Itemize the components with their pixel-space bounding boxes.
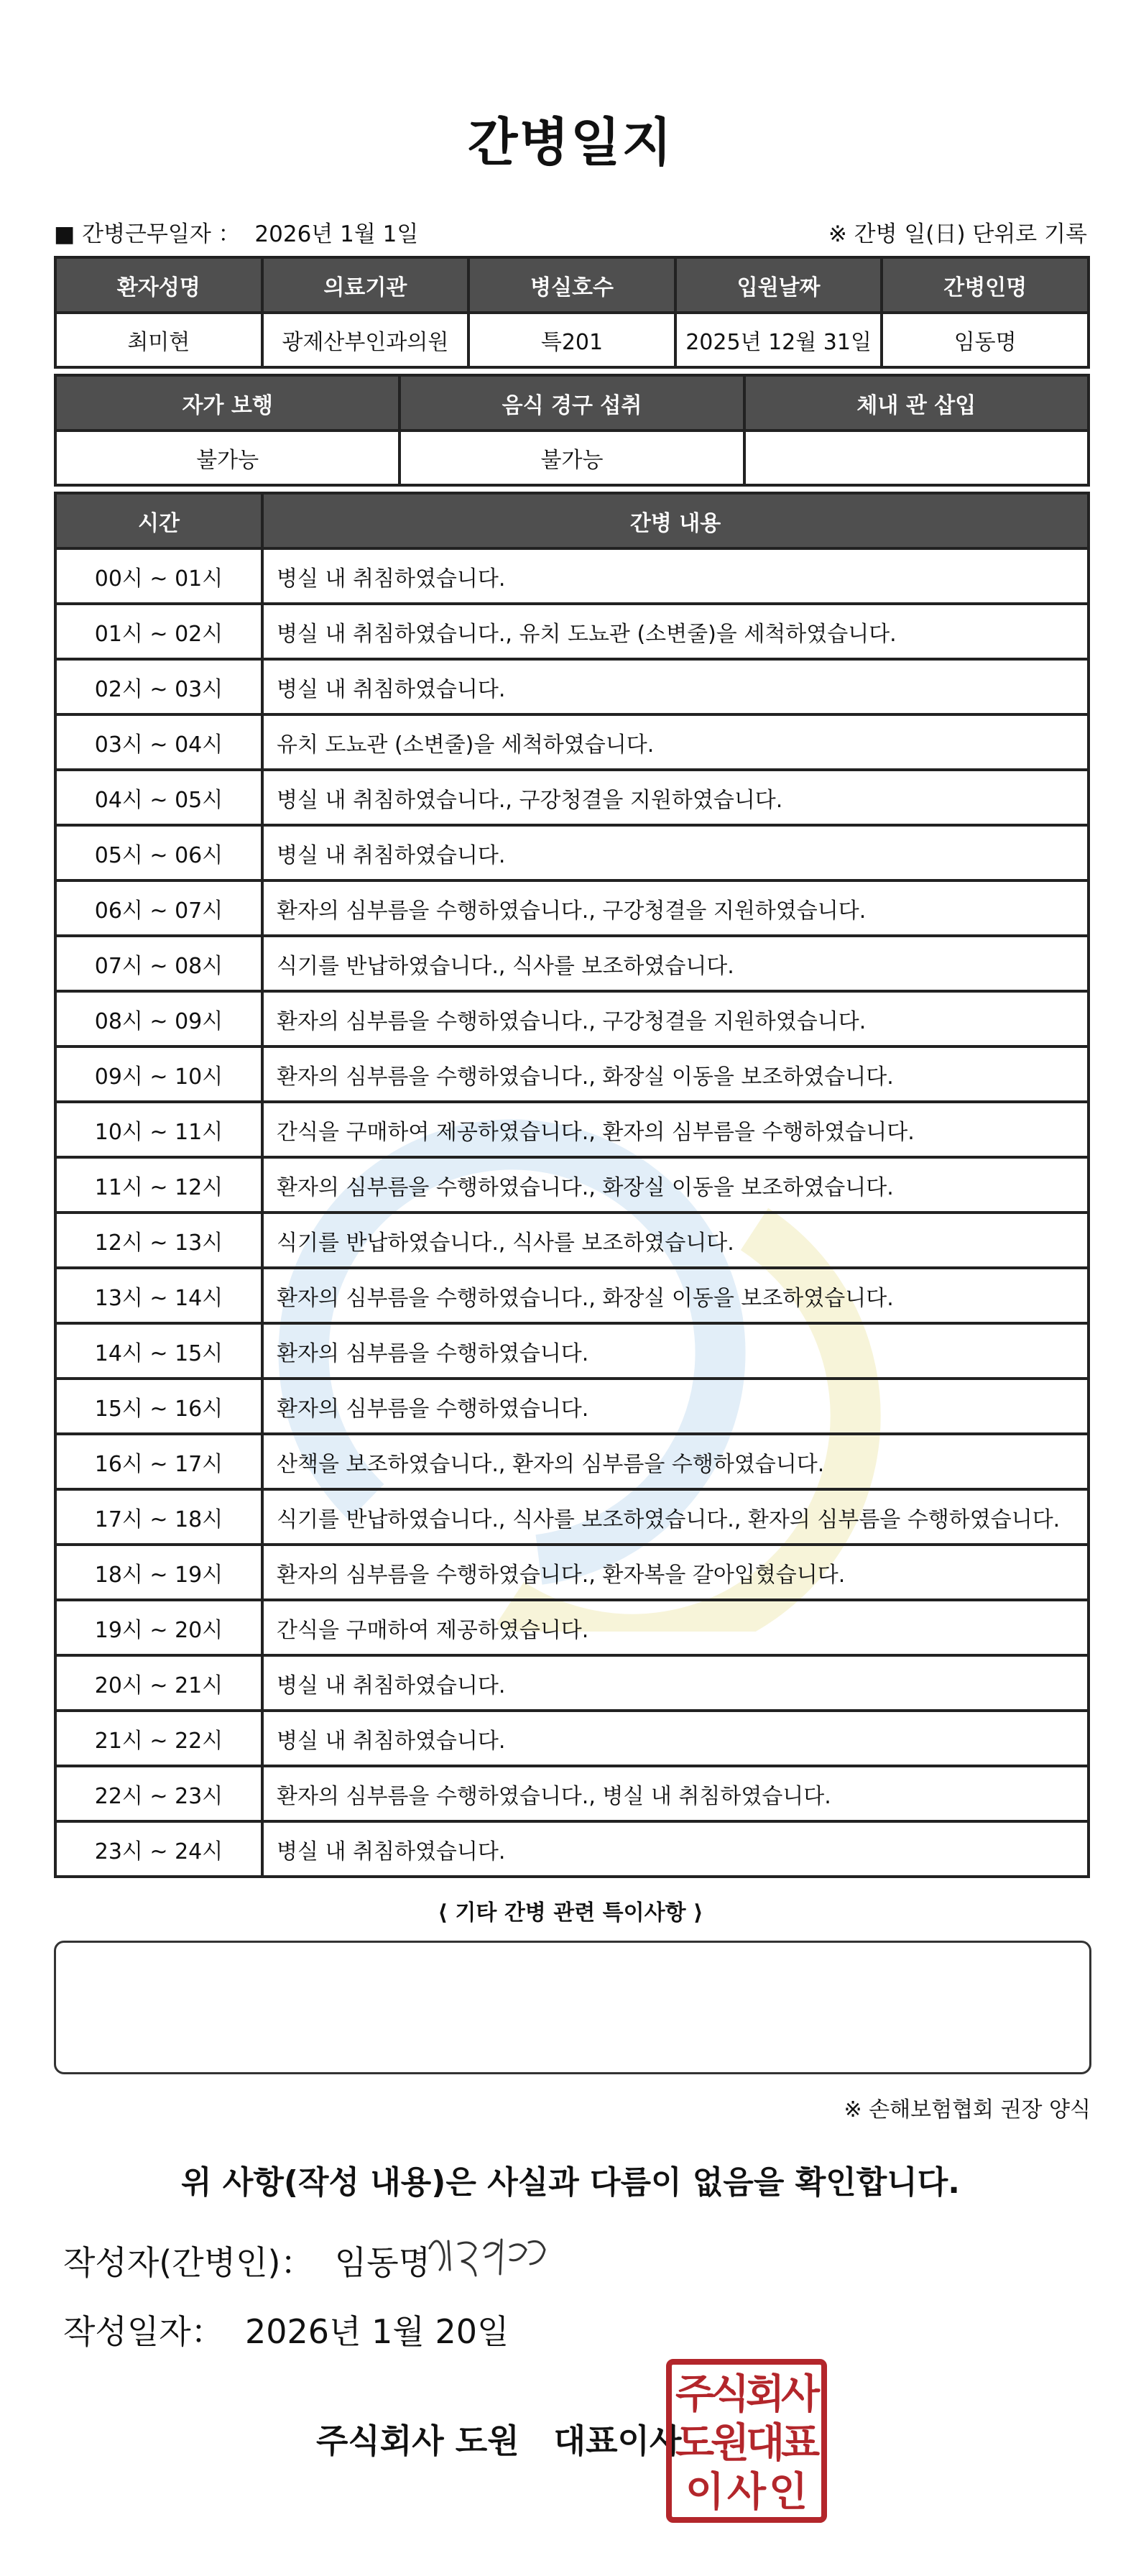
form-source-note: ※ 손해보험협회 권장 양식	[844, 2097, 1091, 2122]
svg-text:사: 사	[726, 2469, 767, 2516]
handwritten-signature	[421, 2227, 565, 2291]
log-content: 간식을 구매하여 제공하였습니다.	[262, 1600, 1089, 1655]
log-time: 10시 ~ 11시	[55, 1102, 262, 1157]
log-time: 09시 ~ 10시	[55, 1046, 262, 1102]
svg-text:도: 도	[675, 2420, 715, 2467]
svg-text:인: 인	[768, 2469, 808, 2516]
writer-name: 임동명	[334, 2243, 431, 2282]
work-date-value: 2026년 1월 1일	[254, 221, 419, 247]
log-time: 21시 ~ 22시	[55, 1711, 262, 1766]
svg-text:회: 회	[745, 2371, 785, 2418]
log-content: 병실 내 취침하였습니다.	[262, 1821, 1089, 1877]
svg-text:사: 사	[780, 2371, 821, 2418]
log-content: 환자의 심부름을 수행하였습니다., 화장실 이동을 보조하였습니다.	[262, 1268, 1089, 1323]
log-row	[55, 1323, 1089, 1379]
written-date-line	[63, 2306, 509, 2353]
self-walking-value: 불가능	[55, 431, 399, 485]
log-row	[55, 1489, 1089, 1545]
log-time: 18시 ~ 19시	[55, 1545, 262, 1600]
work-date-label: ■ 간병근무일자 ：	[54, 221, 241, 247]
log-row	[55, 548, 1089, 604]
log-time: 08시 ~ 09시	[55, 991, 262, 1046]
log-time: 07시 ~ 08시	[55, 936, 262, 991]
log-content: 병실 내 취침하였습니다.	[262, 659, 1089, 714]
log-content: 환자의 심부름을 수행하였습니다., 환자복을 갈아입혔습니다.	[262, 1545, 1089, 1600]
header-caregiver-name: 간병인명	[882, 257, 1089, 313]
log-time: 16시 ~ 17시	[55, 1434, 262, 1489]
log-content: 식기를 반납하였습니다., 식사를 보조하였습니다.	[262, 936, 1089, 991]
svg-text:대: 대	[745, 2420, 785, 2467]
log-row	[55, 880, 1089, 936]
log-time: 17시 ~ 18시	[55, 1489, 262, 1545]
log-content: 간식을 구매하여 제공하였습니다., 환자의 심부름을 수행하였습니다.	[262, 1102, 1089, 1157]
log-content: 유치 도뇨관 (소변줄)을 세척하였습니다.	[262, 714, 1089, 770]
log-content: 병실 내 취침하였습니다., 구강청결을 지원하였습니다.	[262, 770, 1089, 825]
log-row	[55, 1268, 1089, 1323]
log-row	[55, 1046, 1089, 1102]
log-time: 02시 ~ 03시	[55, 659, 262, 714]
log-content: 병실 내 취침하였습니다.	[262, 548, 1089, 604]
patient-info-table	[54, 256, 1090, 369]
header-time: 시간	[55, 493, 262, 548]
header-room: 병실호수	[468, 257, 675, 313]
log-time: 20시 ~ 21시	[55, 1655, 262, 1711]
log-time: 19시 ~ 20시	[55, 1600, 262, 1655]
log-time: 06시 ~ 07시	[55, 880, 262, 936]
log-row	[55, 770, 1089, 825]
log-row	[55, 1102, 1089, 1157]
tube-insertion-value	[744, 431, 1089, 485]
care-log-table	[54, 492, 1090, 1878]
log-content: 환자의 심부름을 수행하였습니다., 구강청결을 지원하였습니다.	[262, 991, 1089, 1046]
log-row	[55, 714, 1089, 770]
log-content: 환자의 심부름을 수행하였습니다., 화장실 이동을 보조하였습니다.	[262, 1046, 1089, 1102]
log-row	[55, 604, 1089, 659]
log-time: 03시 ~ 04시	[55, 714, 262, 770]
document-title: 간병일지	[467, 112, 674, 172]
svg-text:이: 이	[685, 2469, 725, 2516]
company-seal-stamp	[665, 2358, 828, 2524]
work-date	[54, 216, 418, 248]
log-time: 01시 ~ 02시	[55, 604, 262, 659]
caregiver-name: 임동명	[882, 313, 1089, 367]
log-content: 병실 내 취침하였습니다.	[262, 1711, 1089, 1766]
log-row	[55, 936, 1089, 991]
log-time: 12시 ~ 13시	[55, 1213, 262, 1268]
log-content: 환자의 심부름을 수행하였습니다., 병실 내 취침하였습니다.	[262, 1766, 1089, 1821]
record-unit-note: ※ 간병 일(日) 단위로 기록	[828, 221, 1087, 247]
svg-text:표: 표	[780, 2420, 821, 2467]
writer-label: 작성자(간병인)：	[63, 2243, 314, 2282]
oral-intake-value: 불가능	[399, 431, 744, 485]
header-oral-intake: 음식 경구 섭취	[399, 375, 744, 431]
log-row	[55, 1213, 1089, 1268]
log-time: 22시 ~ 23시	[55, 1766, 262, 1821]
log-content: 환자의 심부름을 수행하였습니다., 화장실 이동을 보조하였습니다.	[262, 1157, 1089, 1213]
header-care-content: 간병 내용	[262, 493, 1089, 548]
log-time: 13시 ~ 14시	[55, 1268, 262, 1323]
header-self-walking: 자가 보행	[55, 375, 399, 431]
log-content: 병실 내 취침하였습니다., 유치 도뇨관 (소변줄)을 세척하였습니다.	[262, 604, 1089, 659]
admission-date: 2025년 12월 31일	[675, 313, 882, 367]
log-time: 15시 ~ 16시	[55, 1379, 262, 1434]
written-date-label: 작성일자：	[63, 2312, 224, 2351]
log-time: 00시 ~ 01시	[55, 548, 262, 604]
log-time: 05시 ~ 06시	[55, 825, 262, 880]
log-content: 환자의 심부름을 수행하였습니다.	[262, 1379, 1089, 1434]
log-row	[55, 1600, 1089, 1655]
log-row	[55, 1711, 1089, 1766]
log-row	[55, 1434, 1089, 1489]
header-tube-insertion: 체내 관 삽입	[744, 375, 1089, 431]
log-row	[55, 1766, 1089, 1821]
log-row	[55, 825, 1089, 880]
patient-ability-table	[54, 374, 1090, 487]
svg-text:식: 식	[710, 2371, 750, 2418]
writer-line	[63, 2237, 430, 2284]
log-row	[55, 1545, 1089, 1600]
log-time: 11시 ~ 12시	[55, 1157, 262, 1213]
header-hospital: 의료기관	[262, 257, 469, 313]
log-row	[55, 1655, 1089, 1711]
log-content: 산책을 보조하였습니다., 환자의 심부름을 수행하였습니다.	[262, 1434, 1089, 1489]
written-date-value: 2026년 1월 20일	[245, 2312, 509, 2351]
log-time: 23시 ~ 24시	[55, 1821, 262, 1877]
svg-text:주: 주	[675, 2371, 715, 2418]
log-content: 식기를 반납하였습니다., 식사를 보조하였습니다., 환자의 심부름을 수행하였습니다.	[262, 1489, 1089, 1545]
room-number: 특201	[468, 313, 675, 367]
header-admission-date: 입원날짜	[675, 257, 882, 313]
log-row	[55, 1379, 1089, 1434]
log-content: 식기를 반납하였습니다., 식사를 보조하였습니다.	[262, 1213, 1089, 1268]
log-content: 환자의 심부름을 수행하였습니다.	[262, 1323, 1089, 1379]
remarks-title: ⟨ 기타 간병 관련 특이사항 ⟩	[438, 1900, 703, 1926]
log-content: 병실 내 취침하였습니다.	[262, 1655, 1089, 1711]
company-representative: 주식회사 도원 대표이사	[316, 2421, 682, 2460]
log-content: 환자의 심부름을 수행하였습니다., 구강청결을 지원하였습니다.	[262, 880, 1089, 936]
hospital: 광제산부인과의원	[262, 313, 469, 367]
log-time: 04시 ~ 05시	[55, 770, 262, 825]
log-time: 14시 ~ 15시	[55, 1323, 262, 1379]
confirmation-statement: 위 사항(작성 내용)은 사실과 다름이 없음을 확인합니다.	[181, 2164, 960, 2201]
log-row	[55, 1157, 1089, 1213]
patient-name: 최미현	[55, 313, 262, 367]
log-row	[55, 659, 1089, 714]
log-row	[55, 1821, 1089, 1877]
remarks-box	[54, 1941, 1091, 2074]
svg-text:원: 원	[710, 2420, 750, 2467]
header-patient-name: 환자성명	[55, 257, 262, 313]
meta-row	[54, 216, 1087, 252]
log-row	[55, 991, 1089, 1046]
log-content: 병실 내 취침하였습니다.	[262, 825, 1089, 880]
